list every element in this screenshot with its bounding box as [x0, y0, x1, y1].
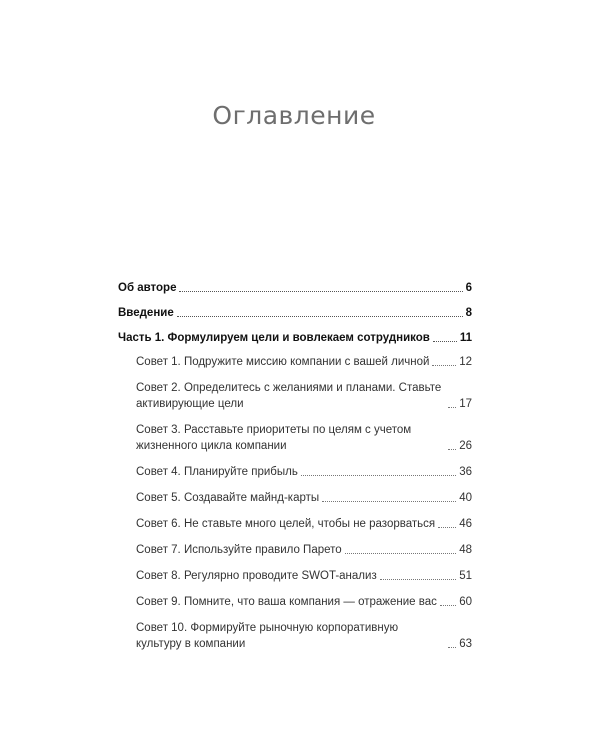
toc-entry: [118, 620, 472, 652]
dot-leader: [301, 475, 456, 476]
toc-entry-title: Совет 10. Формируйте рыночную корпоративную культуру в компании: [136, 622, 399, 650]
dot-leader: [440, 605, 456, 606]
toc-page-number: 36: [459, 466, 472, 478]
toc-entry: [118, 568, 472, 584]
dot-leader: [345, 553, 457, 554]
toc-entry: [118, 422, 472, 454]
toc-entry: [118, 594, 472, 610]
toc-page-number: 48: [459, 544, 472, 556]
toc-page-number: 11: [459, 332, 472, 344]
toc-entry: [118, 380, 472, 412]
toc-entry-title: Введение: [118, 307, 174, 319]
dot-leader: [448, 407, 456, 408]
dot-leader: [433, 341, 457, 342]
toc-entry: [118, 464, 472, 480]
toc-page-number: 12: [459, 356, 472, 368]
dot-leader: [448, 647, 456, 648]
dot-leader: [438, 527, 456, 528]
table-of-contents: [118, 280, 472, 662]
toc-page-number: 17: [459, 398, 472, 410]
toc-page-number: 51: [459, 570, 472, 582]
page-title: Оглавление: [212, 101, 376, 130]
toc-entry: [118, 280, 472, 296]
toc-entry-title: Совет 9. Помните, что ваша компания — отражение вас: [136, 596, 437, 608]
toc-entry: [118, 490, 472, 506]
toc-entry: [118, 305, 472, 321]
toc-entry: [118, 330, 472, 346]
toc-page-number: 46: [459, 518, 472, 530]
toc-page-number: 26: [459, 440, 472, 452]
toc-page-number: 63: [459, 638, 472, 650]
toc-entry-title: Совет 1. Подружите миссию компании с вашей личной: [136, 356, 430, 368]
toc-entry-title: Об авторе: [118, 282, 177, 294]
toc-entry-title: Совет 2. Определитесь с желаниями и планами. Ставьте активирующие цели: [136, 382, 442, 410]
toc-page-number: 6: [465, 282, 472, 294]
dot-leader: [179, 291, 462, 292]
toc-entry-title: Совет 4. Планируйте прибыль: [136, 466, 298, 478]
toc-entry: [118, 542, 472, 558]
toc-entry-title: Часть 1. Формулируем цели и вовлекаем сотрудников: [118, 332, 430, 344]
dot-leader: [177, 316, 463, 317]
toc-page-number: 40: [459, 492, 472, 504]
dot-leader: [380, 579, 456, 580]
toc-entry-title: Совет 7. Используйте правило Парето: [136, 544, 342, 556]
toc-entry-title: Совет 3. Расставьте приоритеты по целям с учетом жизненного цикла компании: [136, 424, 412, 452]
toc-page-number: 8: [465, 307, 472, 319]
toc-entry-title: Совет 8. Регулярно проводите SWOT-анализ: [136, 570, 377, 582]
toc-entry: [118, 516, 472, 532]
dot-leader: [322, 501, 456, 502]
toc-entry: [118, 354, 472, 370]
toc-page-number: 60: [459, 596, 472, 608]
toc-entry-title: Совет 5. Создавайте майнд-карты: [136, 492, 320, 504]
dot-leader: [448, 449, 456, 450]
dot-leader: [432, 365, 456, 366]
toc-entry-title: Совет 6. Не ставьте много целей, чтобы не разорваться: [136, 518, 436, 530]
